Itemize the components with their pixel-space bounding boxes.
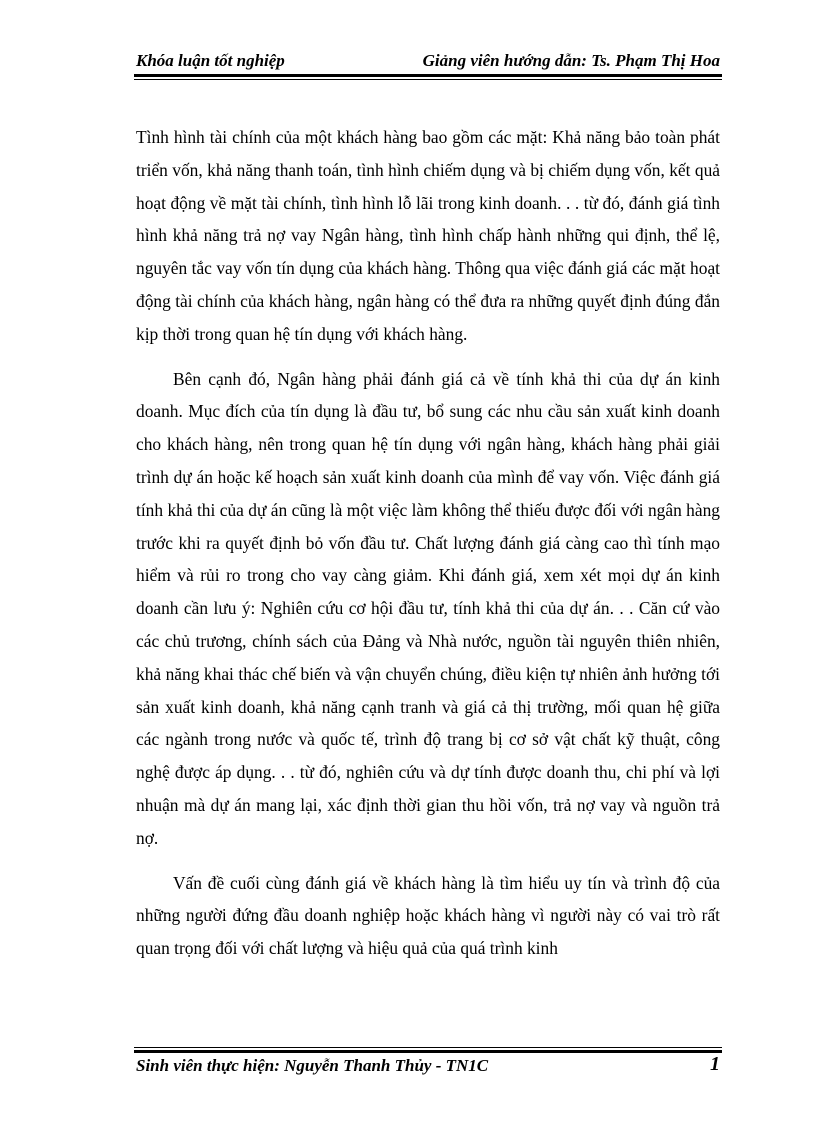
paragraph-leader-reputation: Vấn đề cuối cùng đánh giá về khách hàng là tìm hiểu uy tín và trình độ của những người đứng đầu doanh nghiệp hoặc khách hàng vì người này có vai trò rất quan trọng đối với chất lượng và hiệu quả của quá trình kinh <box>136 872 720 959</box>
document-body <box>136 121 720 977</box>
footer-divider-thin <box>134 1047 722 1048</box>
page-footer <box>134 1054 722 1080</box>
paragraph-project-feasibility: Bên cạnh đó, Ngân hàng phải đánh giá cả về tính khả thi của dự án kinh doanh. Mục đích của tín dụng là đầu tư, bổ sung các nhu cầu sản xuất kinh doanh cho khách hàng, nên trong quan hệ tín dụng với ngân hàng, khách hàng phải giải trình dự án hoặc kế hoạch sản xuất kinh doanh của mình để vay vốn. Việc đánh giá tính khả thi của dự án cũng là một việc làm không thể thiếu được đối với ngân hàng trước khi ra quyết định bỏ vốn đầu tư. Chất lượng đánh giá càng cao thì tính mạo hiểm và rủi ro trong cho vay càng giảm. Khi đánh giá, xem xét mọi dự án kinh doanh cần lưu ý: Nghiên cứu cơ hội đầu tư, tính khả thi của dự án. . . Căn cứ vào các chủ trương, chính sách của Đảng và Nhà nước, nguồn tài nguyên thiên nhiên, khả năng khai thác chế biến và vận chuyển chúng, điều kiện tự nhiên ảnh hưởng tới sản xuất kinh doanh, khả năng cạnh tranh và giá cả thị trường, mối quan hệ giữa các ngành trong nước và quốc tế, trình độ trang bị cơ sở vật chất kỹ thuật, công nghệ được áp dụng. . . từ đó, nghiên cứu và dự tính được doanh thu, chi phí và lợi nhuận mà dự án mang lại, xác định thời gian thu hồi vốn, trả nợ vay và nguồn trả nợ. <box>136 368 720 848</box>
header-supervisor: Giảng viên hướng dẫn: Ts. Phạm Thị Hoa <box>422 51 720 70</box>
header-divider-thin <box>134 79 722 80</box>
header-thesis-title: Khóa luận tốt nghiệp <box>136 51 285 70</box>
page-header <box>134 46 722 76</box>
header-divider-thick <box>134 74 722 77</box>
footer-student: Sinh viên thực hiện: Nguyễn Thanh Thủy - TN1C <box>136 1056 489 1075</box>
page-number: 1 <box>710 1053 720 1075</box>
paragraph-financial-situation: Tình hình tài chính của một khách hàng bao gồm các mặt: Khả năng bảo toàn phát triển vốn, khả năng thanh toán, tình hình chiếm dụng và bị chiếm dụng vốn, kết quả hoạt động về mặt tài chính, tình hình lỗ lãi trong kinh doanh. . . từ đó, đánh giá tình hình khả năng trả nợ vay Ngân hàng, tình hình chấp hành những qui định, thể lệ, nguyên tắc vay vốn tín dụng của khách hàng. Thông qua việc đánh giá các mặt hoạt động tài chính của khách hàng, ngân hàng có thể đưa ra những quyết định đúng đắn kịp thời trong quan hệ tín dụng với khách hàng. <box>136 127 720 344</box>
footer-divider-thick <box>134 1050 722 1053</box>
